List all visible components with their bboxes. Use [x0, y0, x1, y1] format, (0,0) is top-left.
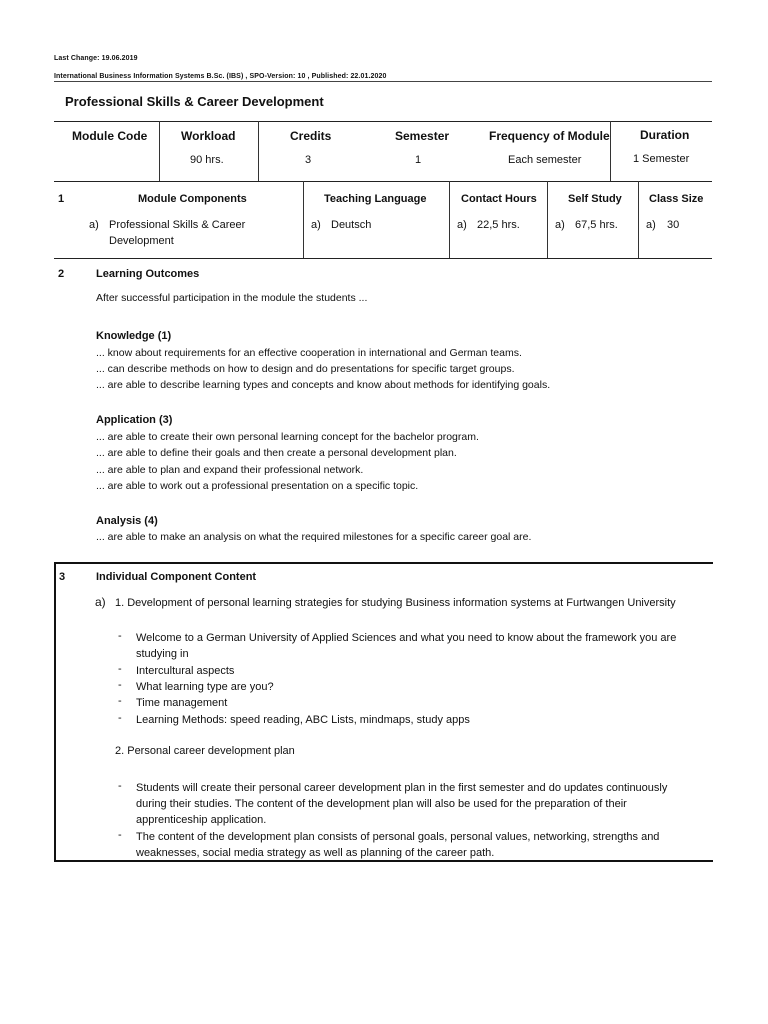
bullet-dash: -: [118, 679, 122, 691]
components-divider: [638, 181, 639, 258]
self-study-value: 67,5 hrs.: [575, 219, 618, 231]
application-item: ... are able to create their own personal learning concept for the bachelor program.: [96, 431, 479, 443]
component-name-line1: Professional Skills & Career: [109, 219, 246, 231]
application-item: ... are able to plan and expand their professional network.: [96, 464, 364, 476]
duration-value: 1 Semester: [633, 153, 690, 165]
content-box-left-border: [54, 562, 56, 861]
last-change-text: Last Change: 19.06.2019: [54, 55, 138, 62]
semester-value: 1: [415, 154, 422, 166]
bullet-dash: -: [118, 780, 122, 792]
class-size-header: Class Size: [649, 193, 704, 205]
section-number-3: 3: [59, 571, 66, 583]
contact-hours-header: Contact Hours: [461, 193, 537, 205]
component-name-line2: Development: [109, 235, 174, 247]
components-divider: [303, 181, 304, 258]
application-heading: Application (3): [96, 414, 173, 426]
contact-hours-value: 22,5 hrs.: [477, 219, 520, 231]
part2-title: 2. Personal career development plan: [115, 745, 295, 757]
header-divider: [54, 81, 712, 82]
module-title: Professional Skills & Career Development: [65, 94, 324, 109]
part1-item: Intercultural aspects: [136, 665, 235, 677]
frequency-value: Each semester: [508, 154, 582, 166]
content-box-top-border: [54, 562, 713, 564]
program-info-text: International Business Information Systems B.Sc. (IBS) , SPO-Version: 10 , Published: 22.01.2020: [54, 73, 387, 80]
analysis-item: ... are able to make an analysis on what the required milestones for a specific career goal are.: [96, 531, 532, 543]
self-study-header: Self Study: [568, 193, 622, 205]
module-table-bottom-border: [54, 181, 712, 182]
components-divider: [547, 181, 548, 258]
knowledge-heading: Knowledge (1): [96, 330, 172, 342]
bullet-dash: -: [118, 695, 122, 707]
components-bottom-border: [54, 258, 712, 259]
class-size-value: 30: [667, 219, 680, 231]
self-study-marker: a): [555, 219, 565, 231]
knowledge-item: ... can describe methods on how to design and do presentations for specific target groups.: [96, 363, 515, 375]
section-number-1: 1: [58, 193, 65, 205]
part1-item: Learning Methods: speed reading, ABC Lists, mindmaps, study apps: [136, 714, 470, 726]
application-item: ... are able to work out a professional presentation on a specific topic.: [96, 480, 419, 492]
module-table-divider: [159, 121, 160, 181]
part1-item: Time management: [136, 697, 228, 709]
contact-marker: a): [457, 219, 467, 231]
part1-title: 1. Development of personal learning strategies for studying Business information systems at Furtwangen University: [115, 597, 676, 609]
component-marker: a): [89, 219, 99, 231]
content-marker: a): [95, 595, 106, 609]
analysis-heading: Analysis (4): [96, 515, 158, 527]
module-table-top-border: [54, 121, 712, 122]
bullet-dash: -: [118, 829, 122, 841]
part2-item: The content of the development plan consists of personal goals, personal values, networking, strengths and weaknesses, social media strategy as well as planning of the career path.: [136, 831, 660, 859]
workload-header: Workload: [181, 129, 236, 143]
knowledge-item: ... know about requirements for an effective cooperation in international and German teams.: [96, 347, 522, 359]
section-number-2: 2: [58, 268, 65, 280]
module-components-header: Module Components: [138, 193, 247, 205]
part1-item: What learning type are you?: [136, 681, 274, 693]
credits-header: Credits: [290, 129, 332, 143]
language-value: Deutsch: [331, 219, 372, 231]
credits-value: 3: [305, 154, 312, 166]
learning-outcomes-heading: Learning Outcomes: [96, 268, 200, 280]
application-item: ... are able to define their goals and then create a personal development plan.: [96, 447, 457, 459]
teaching-language-header: Teaching Language: [324, 193, 427, 205]
bullet-dash: -: [118, 630, 122, 642]
workload-value: 90 hrs.: [190, 154, 224, 166]
duration-header: Duration: [640, 128, 690, 142]
frequency-header: Frequency of Module: [489, 129, 610, 143]
components-divider: [449, 181, 450, 258]
language-marker: a): [311, 219, 321, 231]
class-size-marker: a): [646, 219, 656, 231]
module-code-header: Module Code: [72, 129, 148, 143]
bullet-dash: -: [118, 712, 122, 724]
part2-item: Students will create their personal career development plan in the first semester and do updates continuously during their studies. The content of the development plan will also be used for the preparation of their apprenticeship application.: [136, 782, 668, 826]
module-table-divider: [610, 121, 611, 181]
learning-outcomes-intro: After successful participation in the module the students ...: [96, 292, 368, 304]
semester-header: Semester: [395, 129, 450, 143]
part1-item: Welcome to a German University of Applied Sciences and what you need to know about the framework you are studying in: [136, 632, 677, 660]
component-content-heading: Individual Component Content: [96, 571, 257, 583]
module-table-divider: [258, 121, 259, 181]
knowledge-item: ... are able to describe learning types and concepts and know about methods for identifying goals.: [96, 379, 551, 391]
bullet-dash: -: [118, 663, 122, 675]
